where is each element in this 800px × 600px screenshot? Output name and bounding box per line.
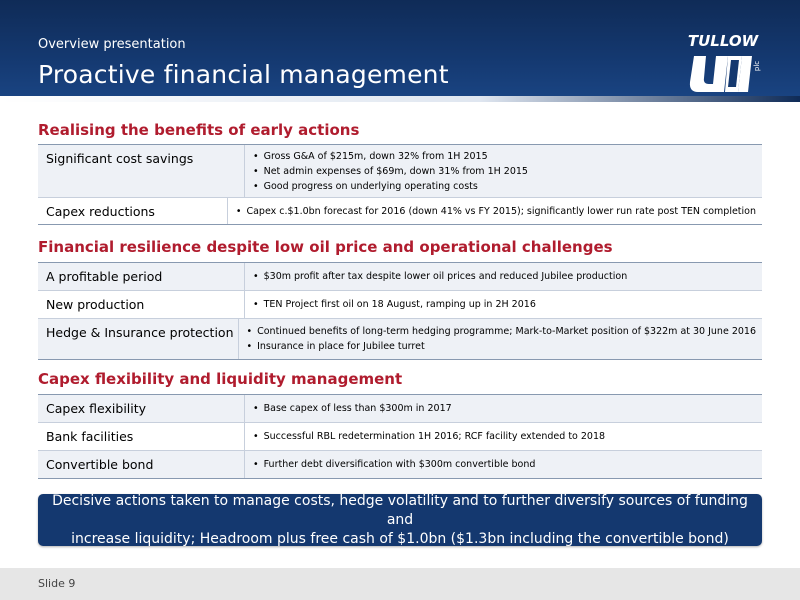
row-content xyxy=(244,395,762,422)
bullet-item: • Further debt diversification with $300m convertible bond xyxy=(253,457,756,472)
row-content xyxy=(244,263,762,290)
bullet-item: • Gross G&A of $215m, down 32% from 1H 2015 xyxy=(253,149,756,164)
bullet-item: • Base capex of less than $300m in 2017 xyxy=(253,401,756,416)
table-row xyxy=(38,395,762,423)
slide-title: Proactive financial management xyxy=(38,60,449,89)
table-row xyxy=(38,451,762,478)
bullet-item: • Continued benefits of long-term hedging programme; Mark-to-Market position of $322m at 30 June 2016 xyxy=(247,324,757,339)
header-subtitle: Overview presentation xyxy=(38,37,186,52)
row-label: Capex reductions xyxy=(46,203,155,219)
row-label: Convertible bond xyxy=(46,457,154,472)
row-label: Bank facilities xyxy=(46,429,134,444)
bullet-item: • Good progress on underlying operating costs xyxy=(253,179,756,194)
table-early-actions xyxy=(38,144,762,225)
row-content xyxy=(244,423,762,450)
summary-callout xyxy=(38,494,762,546)
bullet-item: • Successful RBL redetermination 1H 2016; RCF facility extended to 2018 xyxy=(253,429,756,444)
table-row xyxy=(38,291,762,319)
slide-footer xyxy=(0,568,800,600)
bullet-item: • Insurance in place for Jubilee turret xyxy=(247,339,757,354)
header-swoosh xyxy=(0,96,800,102)
table-capex-liquidity xyxy=(38,394,762,479)
callout-line-1: Decisive actions taken to manage costs, hedge volatility and to further diversify sources of funding and xyxy=(52,492,748,528)
logo-wordmark: TULLOW xyxy=(687,32,759,50)
bullet-item: • $30m profit after tax despite lower oil prices and reduced Jubilee production xyxy=(253,269,756,284)
tullow-logo xyxy=(684,32,762,98)
slide-header xyxy=(0,0,800,102)
logo-emblem-icon xyxy=(684,32,762,98)
section-title-capex-liquidity: Capex flexibility and liquidity management xyxy=(38,370,403,388)
row-label: Significant cost savings xyxy=(46,151,194,166)
row-content xyxy=(238,319,763,359)
table-row xyxy=(38,145,762,198)
row-label: New production xyxy=(46,297,145,312)
row-content xyxy=(244,451,762,478)
row-content xyxy=(227,198,762,224)
bullet-item: • Net admin expenses of $69m, down 31% from 1H 2015 xyxy=(253,164,756,179)
table-row xyxy=(38,198,762,224)
logo-suffix: plc xyxy=(753,60,762,72)
row-label: Capex flexibility xyxy=(46,401,147,416)
section-title-early-actions: Realising the benefits of early actions xyxy=(38,121,360,139)
row-content xyxy=(244,145,762,197)
slide-number: Slide 9 xyxy=(38,577,76,590)
table-financial-resilience xyxy=(38,262,762,360)
bullet-item: • TEN Project first oil on 18 August, ramping up in 2H 2016 xyxy=(253,297,756,312)
section-title-financial-resilience: Financial resilience despite low oil price and operational challenges xyxy=(38,238,613,256)
row-label: Hedge & Insurance protection xyxy=(46,325,234,340)
bullet-item: • Capex c.$1.0bn forecast for 2016 (down 41% vs FY 2015); significantly lower run rate post TEN completion xyxy=(236,204,756,219)
table-row xyxy=(38,423,762,451)
callout-line-2: increase liquidity; Headroom plus free cash of $1.0bn ($1.3bn including the convertible bond) xyxy=(71,530,729,547)
table-row xyxy=(38,319,762,359)
row-content xyxy=(244,291,762,318)
row-label: A profitable period xyxy=(46,269,163,284)
table-row xyxy=(38,263,762,291)
